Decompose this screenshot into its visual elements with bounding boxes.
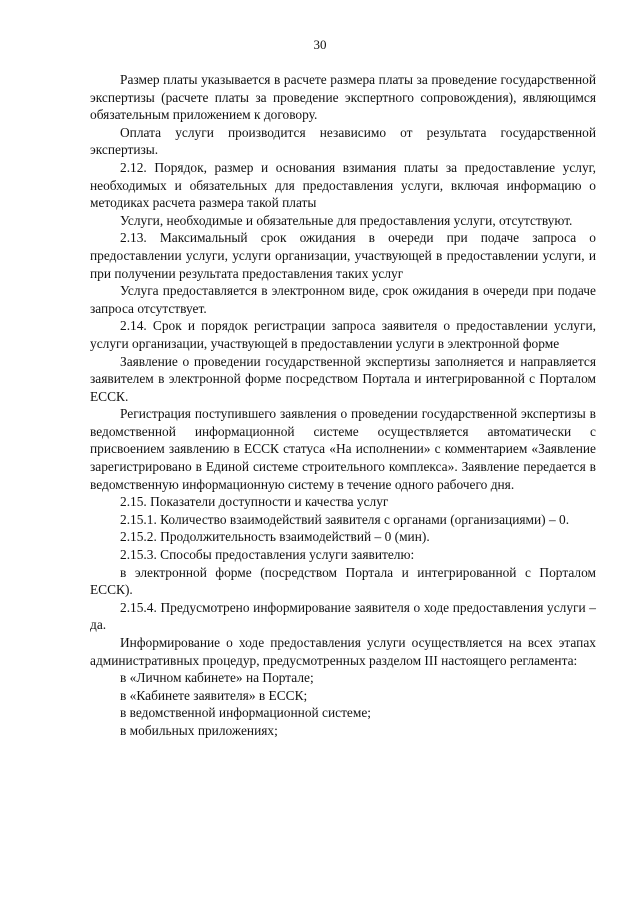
section-2-14-heading: 2.14. Срок и порядок регистрации запроса заявителя о предоставлении услуги, услуги организации, участвующей в предоставлении услуги в электронной форме (90, 318, 596, 351)
section-2-15-heading: 2.15. Показатели доступности и качества услуг (120, 494, 389, 510)
paragraph-application-submission: Заявление о проведении государственной экспертизы заполняется и направляется заявителем в электронной форме посредством Портала и интегрированной с Порталом ЕССК. (90, 353, 596, 404)
list-item-departmental-system: в ведомственной информационной системе; (120, 705, 372, 721)
item-2-15-4: 2.15.4. Предусмотрено информирование заявителя о ходе предоставления услуги – да. (90, 599, 596, 633)
paragraph-payment-independence: Оплата услуги производится независимо от результата государственной экспертизы. (90, 124, 596, 158)
paragraph-required-services-absent: Услуги, необходимые и обязательные для предоставления услуги, отсутствуют. (120, 212, 573, 228)
paragraph-informing: Информирование о ходе предоставления услуги осуществляется на всех этапах административных процедур, предусмотренных разделом III настоящего регламента: (90, 635, 596, 668)
paragraph-electronic-form: в электронной форме (посредством Портала и интегрированной с Порталом ЕССК). (90, 564, 596, 598)
paragraph-registration: Регистрация поступившего заявления о проведении государственной экспертизы в ведомственной информационной системе осуществляется автоматически с присвоением заявлению в ЕССК статуса «На исполнении» с комментарием «Заявление зарегистрировано в Единой системе строительного комплекса». Заявление передается в ведомственную информационную систему в течение одного рабочего дня. (90, 406, 596, 492)
document-body (90, 71, 596, 740)
paragraph-electronic-no-queue: Услуга предоставляется в электронном виде, срок ожидания в очереди при подаче запроса отсутствует. (90, 283, 596, 316)
page-number: 30 (313, 37, 327, 52)
list-item-applicant-cabinet: в «Кабинете заявителя» в ЕССК; (120, 687, 308, 703)
item-2-15-2: 2.15.2. Продолжительность взаимодействий – 0 (мин). (120, 529, 430, 545)
list-item-personal-cabinet: в «Личном кабинете» на Портале; (120, 670, 314, 686)
list-item-mobile-apps: в мобильных приложениях; (120, 722, 278, 738)
section-2-13-heading: 2.13. Максимальный срок ожидания в очереди при подаче запроса о предоставлении услуги, услуги организации, участвующей в предоставлении услуги, и при получении результата предоставления таких услуг (90, 230, 596, 281)
item-2-15-1: 2.15.1. Количество взаимодействий заявителя с органами (организациями) – 0. (120, 511, 570, 527)
section-2-12-heading: 2.12. Порядок, размер и основания взимания платы за предоставление услуг, необходимых и обязательных для предоставления услуги, включая информацию о методиках расчета размера такой платы (90, 159, 596, 211)
paragraph-fee-amount: Размер платы указывается в расчете размера платы за проведение государственной экспертизы (расчете платы за проведение экспертного сопровождения), являющимся обязательным приложением к договору. (90, 72, 596, 123)
item-2-15-3: 2.15.3. Способы предоставления услуги заявителю: (120, 547, 415, 563)
